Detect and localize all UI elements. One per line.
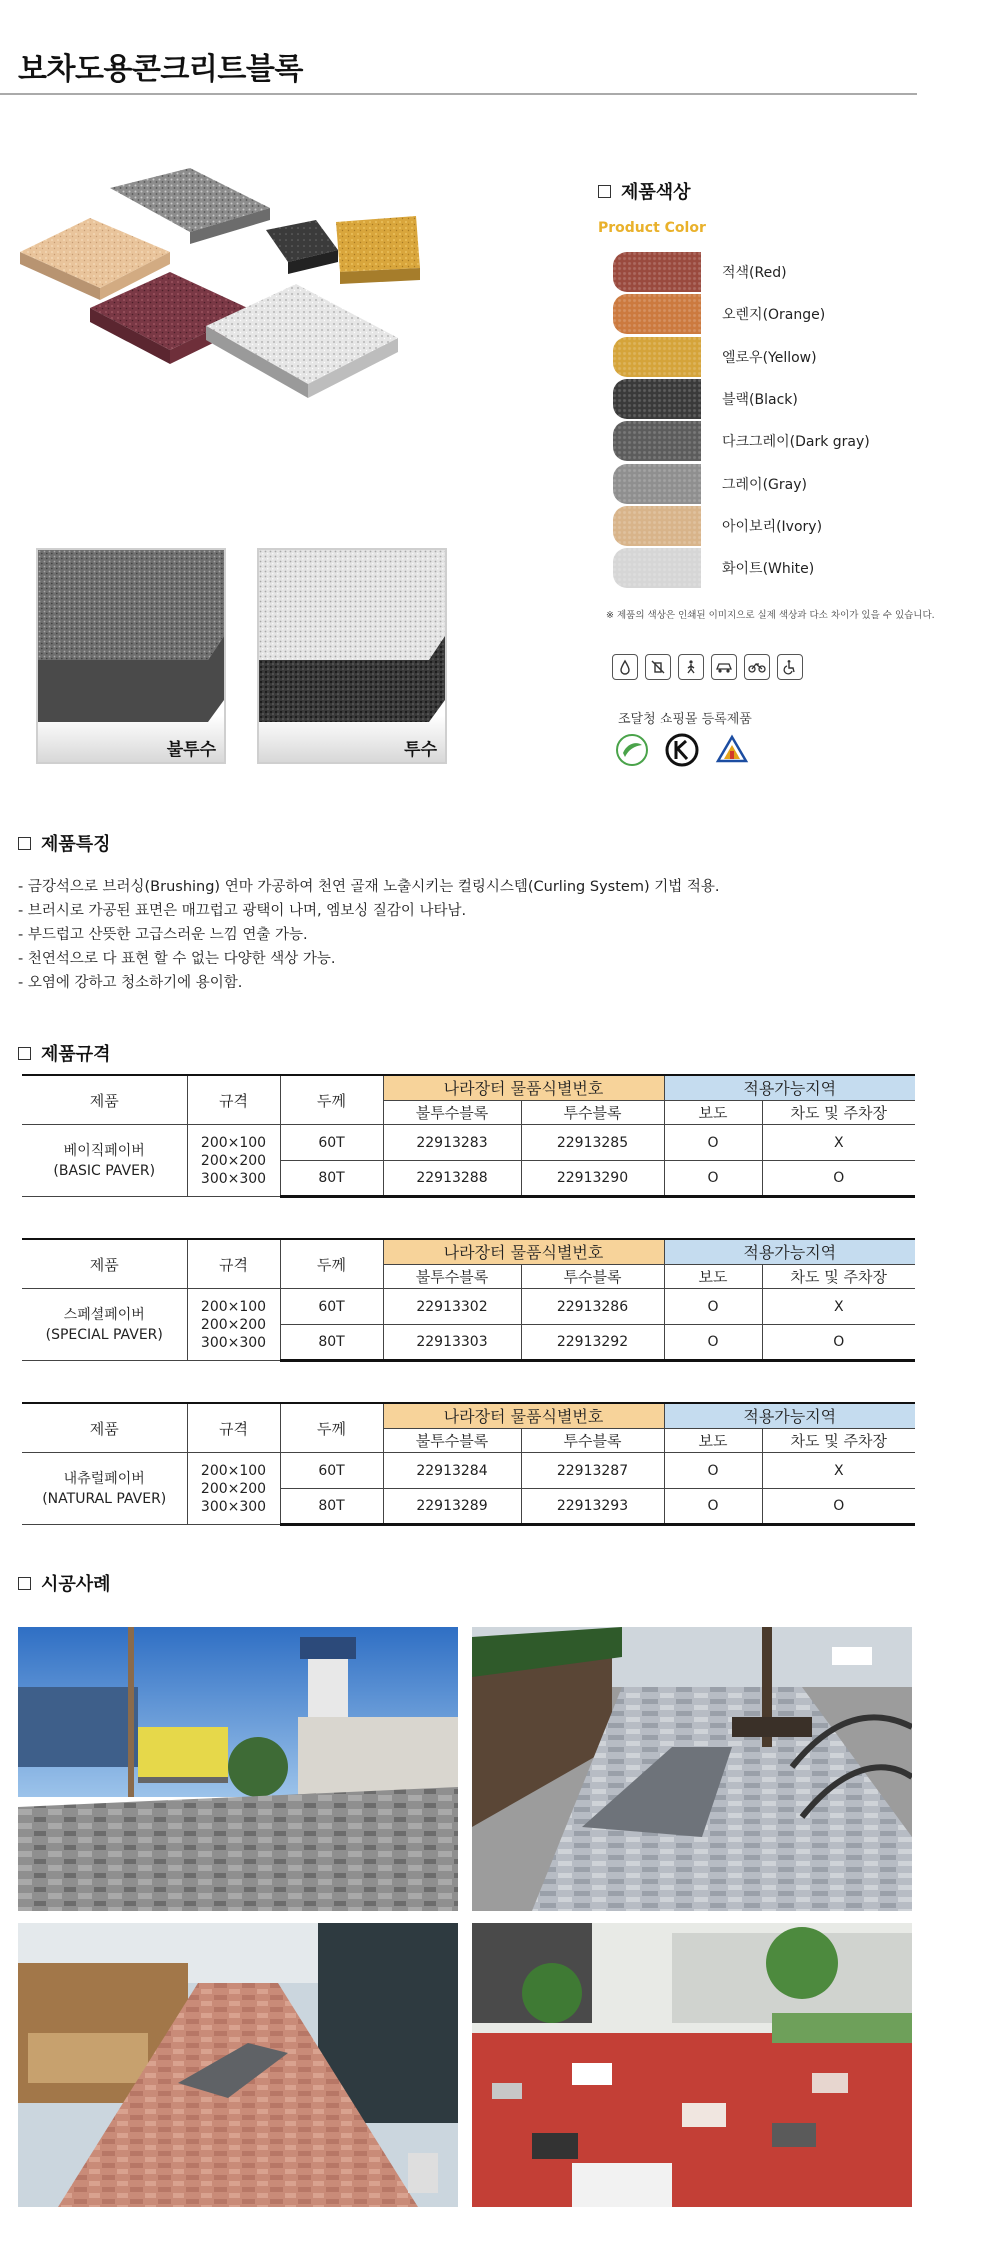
color-label: 화이트(White) [722, 561, 815, 578]
usage-icons [612, 654, 810, 680]
header-area: 적용가능지역 [664, 1075, 915, 1100]
header-thickness: 두께 [280, 1239, 383, 1289]
pedestrian-icon [678, 654, 704, 680]
header-thickness: 두께 [280, 1403, 383, 1453]
header-impermeable: 불투수블록 [383, 1264, 521, 1289]
impermeable-code-cell: 22913288 [383, 1161, 521, 1197]
header-area: 적용가능지역 [664, 1239, 915, 1264]
color-swatch [613, 506, 701, 546]
header-nara: 나라장터 물품식별번호 [383, 1403, 664, 1428]
color-label: 아이보리(Ivory) [722, 518, 823, 535]
case-photo-tree-sidewalk [472, 1627, 912, 1911]
header-product: 제품 [22, 1403, 187, 1453]
table-header-row [22, 1239, 915, 1264]
sidewalk-cell: O [664, 1453, 762, 1489]
color-swatch [613, 294, 701, 334]
checkbox-square-icon [18, 1047, 31, 1060]
feature-item: - 금강석으로 브러싱(Brushing) 연마 가공하여 천연 골재 노출시키는 컬링시스템(Curling System) 기법 적용. [18, 879, 720, 895]
case-photo-seaside-sidewalk [18, 1627, 458, 1911]
impermeable-code-cell: 22913303 [383, 1325, 521, 1361]
bicycle-icon [744, 654, 770, 680]
size-value: 200×200 [200, 1480, 267, 1497]
product-name-ko: 스페셜페이버 [63, 1306, 145, 1323]
size-value: 300×300 [200, 1170, 267, 1187]
color-swatch [613, 252, 701, 292]
roadway-cell: O [762, 1325, 915, 1361]
header-roadway: 차도 및 주차장 [762, 1428, 915, 1453]
header-product: 제품 [22, 1075, 187, 1125]
roadway-cell: X [762, 1453, 915, 1489]
header-thickness: 두께 [280, 1075, 383, 1125]
hero-blocks-image [20, 160, 480, 430]
header-product: 제품 [22, 1239, 187, 1289]
product-name-en: (BASIC PAVER) [53, 1162, 156, 1179]
header-nara: 나라장터 물품식별번호 [383, 1239, 664, 1264]
product-name-cell [22, 1125, 187, 1197]
product-name-en: (SPECIAL PAVER) [45, 1326, 163, 1343]
table-header-row [22, 1403, 915, 1428]
header-size: 규격 [187, 1075, 280, 1125]
sidewalk-cell: O [664, 1125, 762, 1161]
header-permeable: 투수블록 [521, 1100, 664, 1125]
impermeable-code-cell: 22913289 [383, 1489, 521, 1525]
quality-mark-logo [715, 733, 749, 767]
color-note: ※ 제품의 색상은 인쇄된 이미지으로 실제 색상과 다소 차이가 있을 수 있습니다. [606, 610, 935, 621]
header-impermeable: 불투수블록 [383, 1100, 521, 1125]
eco-label-logo [615, 733, 649, 767]
spec-heading: 제품규격 [18, 1040, 111, 1066]
header-permeable: 투수블록 [521, 1264, 664, 1289]
cases-heading: 시공사례 [18, 1570, 111, 1596]
permeable-code-cell: 22913290 [521, 1161, 664, 1197]
features-heading: 제품특징 [18, 830, 111, 856]
size-value: 200×100 [200, 1298, 267, 1315]
sidewalk-cell: O [664, 1289, 762, 1325]
color-label: 블랙(Black) [722, 391, 798, 408]
thickness-cell: 60T [280, 1289, 383, 1325]
thickness-cell: 60T [280, 1453, 383, 1489]
color-section-heading: 제품색상 [598, 178, 691, 204]
checkbox-square-icon [598, 185, 611, 198]
sample-permeable [257, 548, 447, 764]
feature-item: - 브러시로 가공된 표면은 매끄럽고 광택이 나며, 엠보싱 질감이 나타남. [18, 903, 467, 919]
permeable-drop-icon [612, 654, 638, 680]
header-nara: 나라장터 물품식별번호 [383, 1075, 664, 1100]
header-roadway: 차도 및 주차장 [762, 1100, 915, 1125]
thickness-cell: 80T [280, 1489, 383, 1525]
permeable-code-cell: 22913287 [521, 1453, 664, 1489]
thickness-cell: 80T [280, 1325, 383, 1361]
color-label: 엘로우(Yellow) [722, 349, 817, 366]
roadway-cell: O [762, 1161, 915, 1197]
sample-label: 불투수 [166, 740, 216, 760]
feature-item: - 오염에 강하고 청소하기에 용이함. [18, 975, 243, 991]
sidewalk-cell: O [664, 1325, 762, 1361]
thickness-cell: 60T [280, 1125, 383, 1161]
roadway-cell: O [762, 1489, 915, 1525]
sample-label: 투수 [404, 740, 437, 760]
permeable-code-cell: 22913286 [521, 1289, 664, 1325]
case-photo-red-sidewalk [18, 1923, 458, 2207]
kc-mark-logo [663, 733, 701, 767]
permeable-block-image [259, 550, 445, 722]
spec-table [22, 1402, 915, 1526]
sample-impermeable [36, 548, 226, 764]
header-size: 규격 [187, 1403, 280, 1453]
color-label: 다크그레이(Dark gray) [722, 434, 870, 451]
no-pour-icon [645, 654, 671, 680]
color-swatch [613, 337, 701, 377]
size-cell [187, 1125, 280, 1197]
feature-item: - 천연석으로 다 표현 할 수 없는 다양한 색상 가능. [18, 951, 336, 967]
header-impermeable: 불투수블록 [383, 1428, 521, 1453]
car-icon [711, 654, 737, 680]
impermeable-code-cell: 22913283 [383, 1125, 521, 1161]
certification-logos [615, 733, 749, 767]
spec-table [22, 1238, 915, 1362]
spec-table [22, 1074, 915, 1198]
header-sidewalk: 보도 [664, 1428, 762, 1453]
color-label: 적색(Red) [722, 265, 787, 281]
header-size: 규격 [187, 1239, 280, 1289]
size-value: 300×300 [200, 1498, 267, 1515]
color-swatch [613, 548, 701, 588]
header-sidewalk: 보도 [664, 1100, 762, 1125]
table-row [22, 1289, 915, 1325]
thickness-cell: 80T [280, 1161, 383, 1197]
color-swatch [613, 464, 701, 504]
table-row [22, 1125, 915, 1161]
color-label: 그레이(Gray) [722, 476, 807, 493]
case-photo-plaza-pavement [472, 1923, 912, 2207]
permeable-code-cell: 22913285 [521, 1125, 664, 1161]
permeable-code-cell: 22913292 [521, 1325, 664, 1361]
size-cell [187, 1289, 280, 1361]
sidewalk-cell: O [664, 1161, 762, 1197]
size-value: 200×100 [200, 1134, 267, 1151]
size-value: 300×300 [200, 1334, 267, 1351]
checkbox-square-icon [18, 1577, 31, 1590]
sidewalk-cell: O [664, 1489, 762, 1525]
product-name-en: (NATURAL PAVER) [42, 1490, 167, 1507]
wheelchair-icon [777, 654, 803, 680]
checkbox-square-icon [18, 837, 31, 850]
roadway-cell: X [762, 1289, 915, 1325]
product-name-ko: 베이직페이버 [63, 1142, 145, 1159]
impermeable-code-cell: 22913302 [383, 1289, 521, 1325]
impermeable-code-cell: 22913284 [383, 1453, 521, 1489]
permeable-code-cell: 22913293 [521, 1489, 664, 1525]
product-name-cell [22, 1453, 187, 1525]
table-row [22, 1453, 915, 1489]
header-roadway: 차도 및 주차장 [762, 1264, 915, 1289]
header-sidewalk: 보도 [664, 1264, 762, 1289]
title-divider [0, 93, 917, 95]
size-value: 200×200 [200, 1316, 267, 1333]
certification-label: 조달청 쇼핑몰 등록제품 [618, 712, 752, 727]
color-swatch [613, 421, 701, 461]
feature-item: - 부드럽고 산뜻한 고급스러운 느낌 연출 가능. [18, 927, 308, 943]
roadway-cell: X [762, 1125, 915, 1161]
table-header-row [22, 1075, 915, 1100]
impermeable-block-image [38, 550, 224, 722]
size-value: 200×100 [200, 1462, 267, 1479]
size-cell [187, 1453, 280, 1525]
header-permeable: 투수블록 [521, 1428, 664, 1453]
color-swatch [613, 379, 701, 419]
size-value: 200×200 [200, 1152, 267, 1169]
color-label: 오렌지(Orange) [722, 307, 826, 324]
product-name-ko: 내츄럴페이버 [63, 1470, 145, 1487]
page-title: 보차도용콘크리트블록 [18, 52, 303, 87]
product-name-cell [22, 1289, 187, 1361]
product-color-subheading: Product Color [598, 220, 706, 236]
header-area: 적용가능지역 [664, 1403, 915, 1428]
